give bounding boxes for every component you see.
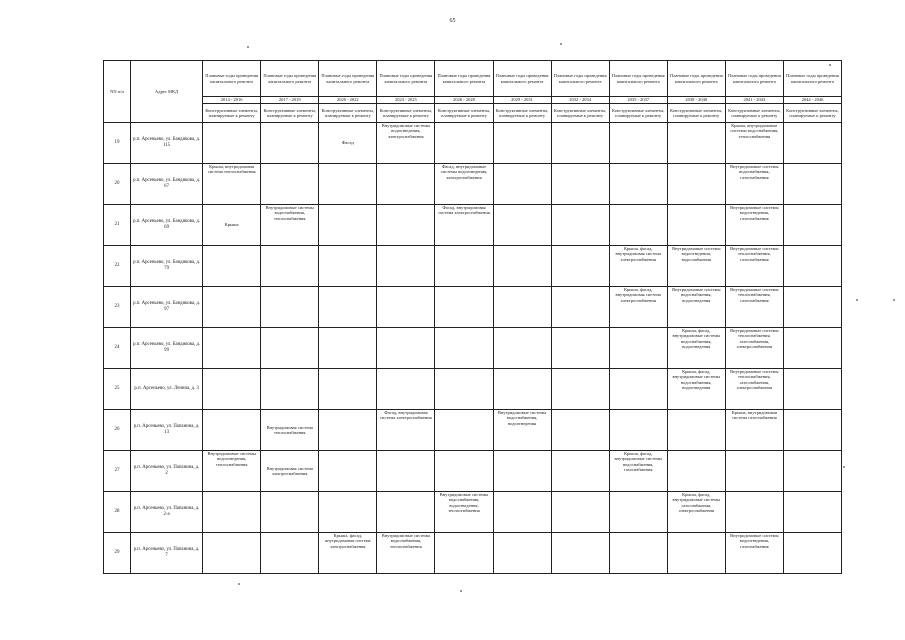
repair-elements-cell: Крыша, фасад, внутридомовые системы водоснабжения, водоотведения (667, 328, 725, 369)
repair-elements-cell (377, 369, 435, 410)
repair-elements-cell (609, 533, 667, 574)
repair-elements-cell (783, 533, 841, 574)
repair-elements-cell (783, 164, 841, 205)
column-header-period: 2014 - 2016 (203, 97, 261, 104)
column-header-period-title: Плановые годы проведения капитального ремонта (783, 61, 841, 97)
page-number: 65 (449, 18, 456, 24)
column-header-period: 2017 - 2019 (261, 97, 319, 104)
table-row (104, 205, 842, 246)
repair-elements-cell (783, 492, 841, 533)
repair-elements-cell (435, 410, 493, 451)
repair-elements-cell (667, 451, 725, 492)
repair-elements-cell (551, 287, 609, 328)
repair-elements-cell (435, 328, 493, 369)
capital-repair-plan-table (103, 60, 842, 574)
repair-elements-cell (319, 451, 377, 492)
repair-elements-cell: Крыша (203, 205, 261, 246)
repair-elements-cell (667, 123, 725, 164)
column-header-address: Адрес МКД (131, 61, 203, 123)
column-header-elements: Конструктивные элементы, планируемые к ремонту (725, 104, 783, 123)
repair-elements-cell: Крыша, фасад, внутридомовые системы газоснабжения, электроснабжения (667, 492, 725, 533)
repair-elements-cell (203, 123, 261, 164)
column-header-elements: Конструктивные элементы, планируемые к ремонту (435, 104, 493, 123)
column-header-period-title: Плановые годы проведения капитального ремонта (261, 61, 319, 97)
repair-elements-cell (551, 451, 609, 492)
repair-elements-cell (783, 205, 841, 246)
repair-elements-cell (203, 492, 261, 533)
column-header-elements: Конструктивные элементы, планируемые к ремонту (783, 104, 841, 123)
repair-elements-cell: Внутридомовые системы водоснабжения, теплоснабжения (377, 533, 435, 574)
row-address: р.п. Арсеньево, ул. Бандикова, д. 79 (131, 246, 203, 287)
row-address: р.п. Арсеньево, ул. Ленина, д. 3 (131, 369, 203, 410)
scan-speck (843, 466, 845, 468)
column-header-elements: Конструктивные элементы, планируемые к ремонту (261, 104, 319, 123)
repair-elements-cell (725, 451, 783, 492)
column-header-period-title: Плановые годы проведения капитального ремонта (609, 61, 667, 97)
repair-elements-cell: Крыша, фасад, внутридомовая система электроснабжения (609, 246, 667, 287)
row-address: р.п. Арсеньево, ул. Бандикова, д. 67 (131, 164, 203, 205)
repair-elements-cell (783, 123, 841, 164)
repair-elements-cell (435, 533, 493, 574)
column-header-elements: Конструктивные элементы, планируемые к ремонту (609, 104, 667, 123)
column-header-number: NN п/п (104, 61, 131, 123)
repair-elements-cell (203, 328, 261, 369)
repair-elements-cell (551, 410, 609, 451)
row-address: р.п. Арсеньево, ул. Бандикова, д. 115 (131, 123, 203, 164)
repair-elements-cell (493, 533, 551, 574)
repair-elements-cell: Внутридомовые системы водоотведения, электроснабжения (377, 123, 435, 164)
repair-elements-cell (203, 287, 261, 328)
table-row (104, 123, 842, 164)
repair-elements-cell (609, 205, 667, 246)
repair-elements-cell (319, 492, 377, 533)
column-header-period-title: Плановые годы проведения капитального ремонта (435, 61, 493, 97)
repair-elements-cell (203, 246, 261, 287)
repair-elements-cell (783, 451, 841, 492)
scan-speck (560, 43, 562, 45)
table-row (104, 328, 842, 369)
repair-elements-cell (551, 205, 609, 246)
repair-elements-cell (261, 287, 319, 328)
repair-elements-cell (261, 123, 319, 164)
scan-speck (460, 590, 462, 592)
repair-elements-cell: Внутридомовые системы водоотведения, газоснабжения (725, 205, 783, 246)
repair-elements-cell: Крыша, фасад, внутридомовые системы водоснабжения, водоотведения (667, 369, 725, 410)
row-address: р.п. Арсеньево, ул. Бандикова, д. 69 (131, 205, 203, 246)
repair-elements-cell (319, 205, 377, 246)
column-header-period: 2041 - 2043 (725, 97, 783, 104)
row-number: 21 (104, 205, 131, 246)
row-number: 23 (104, 287, 131, 328)
repair-elements-cell (667, 533, 725, 574)
repair-elements-cell: Внутридомовые системы водоотведения, водоснабжения (667, 246, 725, 287)
row-address: р.п. Арсеньево, ул. Папанина, д. 13 (131, 410, 203, 451)
repair-elements-cell (261, 328, 319, 369)
repair-elements-cell (783, 410, 841, 451)
repair-elements-cell (377, 328, 435, 369)
column-header-period: 2026 - 2028 (435, 97, 493, 104)
row-number: 25 (104, 369, 131, 410)
table-header (104, 61, 842, 123)
row-number: 28 (104, 492, 131, 533)
repair-elements-cell (551, 328, 609, 369)
column-header-period: 2020 - 2022 (319, 97, 377, 104)
repair-elements-cell (551, 533, 609, 574)
table-row (104, 410, 842, 451)
repair-elements-cell (203, 533, 261, 574)
repair-elements-cell (493, 451, 551, 492)
repair-elements-cell (261, 369, 319, 410)
repair-elements-cell: Внутридомовые системы водоснабжения, водоотведения (493, 410, 551, 451)
column-header-period: 2023 - 2025 (377, 97, 435, 104)
column-header-elements: Конструктивные элементы, планируемые к ремонту (551, 104, 609, 123)
repair-elements-cell (319, 287, 377, 328)
repair-elements-cell (377, 287, 435, 328)
row-number: 27 (104, 451, 131, 492)
column-header-period-title: Плановые годы проведения капитального ремонта (667, 61, 725, 97)
column-header-elements: Конструктивные элементы, планируемые к ремонту (493, 104, 551, 123)
repair-elements-cell (725, 492, 783, 533)
repair-elements-cell: Крыша, фасад, внутридомовые системы водоснабжения, газоснабжения (609, 451, 667, 492)
repair-elements-cell (667, 164, 725, 205)
repair-elements-cell: Внутридомовые системы водоснабжения, теплоснабжения (261, 205, 319, 246)
repair-elements-cell (203, 410, 261, 451)
repair-elements-cell: Крыша, внутридомовая система теплоснабжения (203, 164, 261, 205)
repair-elements-cell (493, 205, 551, 246)
repair-elements-cell (551, 246, 609, 287)
repair-elements-cell (493, 492, 551, 533)
table-row (104, 451, 842, 492)
column-header-period: 2035 - 2037 (609, 97, 667, 104)
column-header-elements: Конструктивные элементы, планируемые к ремонту (377, 104, 435, 123)
scan-speck (247, 46, 249, 48)
table-body (104, 123, 842, 574)
repair-elements-cell (609, 123, 667, 164)
repair-elements-cell (609, 164, 667, 205)
repair-elements-cell (493, 328, 551, 369)
repair-elements-cell (377, 451, 435, 492)
repair-elements-cell (783, 287, 841, 328)
row-address: р.п. Арсеньево, ул. Бандикова, д. 99 (131, 328, 203, 369)
repair-elements-cell (261, 492, 319, 533)
repair-elements-cell (551, 123, 609, 164)
table-row (104, 533, 842, 574)
scan-speck (856, 299, 858, 301)
table-row (104, 164, 842, 205)
table-row (104, 492, 842, 533)
column-header-period: 2044 - 2046 (783, 97, 841, 104)
repair-elements-cell: Крыша, внутридомовые системы водоснабжения, теплоснабжения (725, 123, 783, 164)
repair-elements-cell: Внутридомовые системы водоотведения, теплоснабжения (203, 451, 261, 492)
row-number: 20 (104, 164, 131, 205)
repair-elements-cell: Внутридомовые системы водоснабжения, водоотведения, теплоснабжения (435, 492, 493, 533)
column-header-period-title: Плановые годы проведения капитального ремонта (725, 61, 783, 97)
repair-elements-cell (783, 246, 841, 287)
repair-elements-cell (551, 492, 609, 533)
row-number: 29 (104, 533, 131, 574)
column-header-period: 2029 - 2031 (493, 97, 551, 104)
repair-elements-cell (261, 164, 319, 205)
row-address: р.п. Арсеньево, ул. Папанина, д. 2-а (131, 492, 203, 533)
column-header-period-title: Плановые годы проведения капитального ремонта (551, 61, 609, 97)
row-number: 24 (104, 328, 131, 369)
repair-elements-cell (551, 369, 609, 410)
repair-elements-cell (261, 533, 319, 574)
repair-elements-cell (377, 246, 435, 287)
repair-elements-cell (319, 246, 377, 287)
table-row (104, 246, 842, 287)
repair-elements-cell: Внутридомовые системы водоснабжения, водоотведения (667, 287, 725, 328)
column-header-elements: Конструктивные элементы, планируемые к ремонту (319, 104, 377, 123)
repair-elements-cell: Крыша, внутридомовая система газоснабжения (725, 410, 783, 451)
repair-elements-cell: Крыша, фасад, внутридомовая система электроснабжения (609, 287, 667, 328)
table-row (104, 369, 842, 410)
repair-elements-cell (319, 369, 377, 410)
scan-speck (893, 299, 895, 301)
repair-elements-cell (203, 369, 261, 410)
repair-elements-cell: Внутридомовые системы теплоснабжения, газоснабжения (725, 246, 783, 287)
row-address: р.п. Арсеньево, ул. Папанина, д. 7 (131, 533, 203, 574)
repair-elements-cell: Фасад, внутридомовые системы водоотведения, электроснабжения (435, 164, 493, 205)
repair-elements-cell (377, 492, 435, 533)
repair-elements-cell (319, 328, 377, 369)
repair-elements-cell (493, 287, 551, 328)
repair-elements-cell (667, 410, 725, 451)
repair-elements-cell (377, 164, 435, 205)
repair-elements-cell (783, 328, 841, 369)
scan-speck (238, 583, 240, 585)
row-number: 22 (104, 246, 131, 287)
repair-elements-cell: Крыша, фасад, внутридомовая система электроснабжения (319, 533, 377, 574)
repair-elements-cell (435, 451, 493, 492)
repair-elements-cell (319, 164, 377, 205)
repair-elements-cell: Фасад, внутридомовая система электроснабжения (435, 205, 493, 246)
repair-elements-cell (493, 369, 551, 410)
column-header-period-title: Плановые годы проведения капитального ремонта (493, 61, 551, 97)
repair-elements-cell: Внутридомовые системы водоотведения, газоснабжения (725, 533, 783, 574)
column-header-period: 2032 - 2034 (551, 97, 609, 104)
repair-elements-cell (609, 328, 667, 369)
repair-elements-cell (609, 410, 667, 451)
repair-elements-cell (319, 410, 377, 451)
row-address: р.п. Арсеньево, ул. Бандикова, д. 97 (131, 287, 203, 328)
repair-elements-cell (435, 246, 493, 287)
column-header-elements: Конструктивные элементы, планируемые к ремонту (667, 104, 725, 123)
repair-elements-cell (783, 369, 841, 410)
column-header-period: 2038 - 2040 (667, 97, 725, 104)
column-header-elements: Конструктивные элементы, планируемые к ремонту (203, 104, 261, 123)
row-number: 19 (104, 123, 131, 164)
repair-elements-cell: Внутридомовые системы теплоснабжения, газоснабжения (725, 287, 783, 328)
row-number: 26 (104, 410, 131, 451)
repair-elements-cell: Фасад (319, 123, 377, 164)
column-header-period-title: Плановые годы проведения капитального ремонта (377, 61, 435, 97)
repair-elements-cell (493, 164, 551, 205)
column-header-period-title: Плановые годы проведения капитального ремонта (203, 61, 261, 97)
repair-elements-cell (667, 205, 725, 246)
row-address: р.п. Арсеньево, ул. Папанина, д. 2 (131, 451, 203, 492)
column-header-period-title: Плановые годы проведения капитального ремонта (319, 61, 377, 97)
repair-elements-cell: Внутридомовые системы теплоснабжения, газоснабжения, электроснабжения (725, 328, 783, 369)
repair-elements-cell (493, 246, 551, 287)
repair-elements-cell: Фасад, внутридомовая система электроснабжения (377, 410, 435, 451)
repair-elements-cell: Внутридомовые системы теплоснабжения, газоснабжения, электроснабжения (725, 369, 783, 410)
table-row (104, 287, 842, 328)
repair-elements-cell (493, 123, 551, 164)
repair-elements-cell: Внутридомовая система электроснабжения (261, 451, 319, 492)
scan-speck (829, 64, 831, 66)
repair-elements-cell (435, 287, 493, 328)
repair-elements-cell: Внутридомовая система теплоснабжения (261, 410, 319, 451)
repair-elements-cell (551, 164, 609, 205)
repair-elements-cell (609, 492, 667, 533)
repair-elements-cell (435, 369, 493, 410)
repair-elements-cell (261, 246, 319, 287)
repair-elements-cell (377, 205, 435, 246)
repair-elements-cell: Внутридомовые системы водоснабжения, газоснабжения (725, 164, 783, 205)
repair-elements-cell (609, 369, 667, 410)
repair-elements-cell (435, 123, 493, 164)
